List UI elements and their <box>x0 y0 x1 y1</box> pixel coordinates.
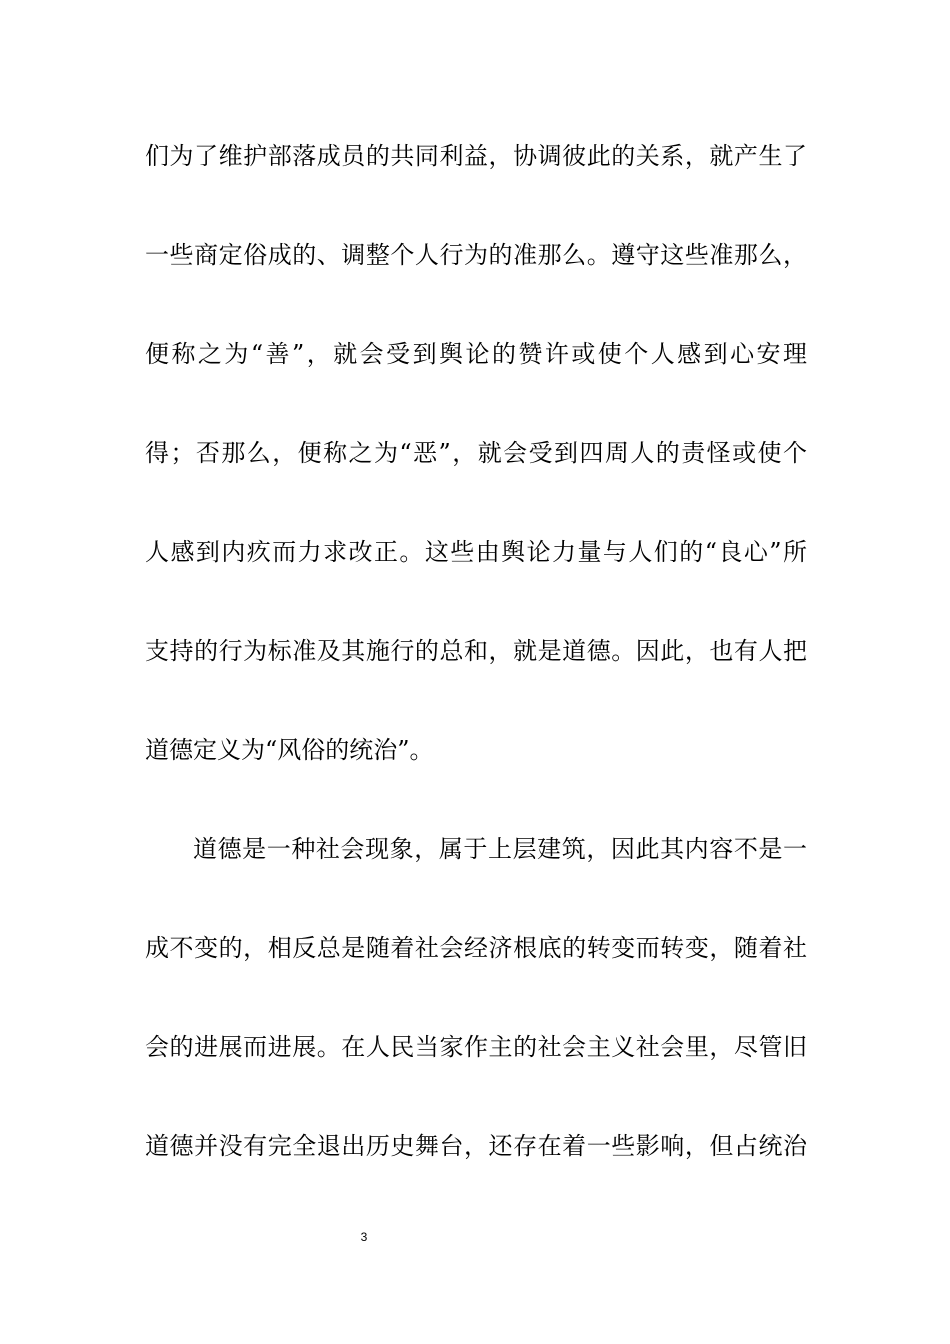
text-line: 会的进展而进展。在人民当家作主的社会主义社会里，尽管旧 <box>145 1033 807 1061</box>
text-line: 们为了维护部落成员的共同利益，协调彼此的关系，就产生了 <box>145 142 807 170</box>
text-line: 道德是一种社会现象，属于上层建筑，因此其内容不是一 <box>193 835 807 863</box>
text-line: 道德定义为“风俗的统治”。 <box>145 736 434 764</box>
text-line: 支持的行为标准及其施行的总和，就是道德。因此，也有人把 <box>145 637 807 665</box>
text-line: 一些商定俗成的、调整个人行为的准那么。遵守这些准那么， <box>145 241 807 269</box>
text-line: 得；否那么，便称之为“恶”，就会受到四周人的责怪或使个 <box>145 439 807 467</box>
page-number: 3 <box>360 1230 368 1244</box>
text-line: 便称之为“善”，就会受到舆论的赞许或使个人感到心安理 <box>145 340 807 368</box>
text-line: 成不变的，相反总是随着社会经济根底的转变而转变，随着社 <box>145 934 807 962</box>
text-line: 道德并没有完全退出历史舞台，还存在着一些影响，但占统治 <box>145 1132 807 1160</box>
text-line: 人感到内疚而力求改正。这些由舆论力量与人们的“良心”所 <box>145 538 807 566</box>
